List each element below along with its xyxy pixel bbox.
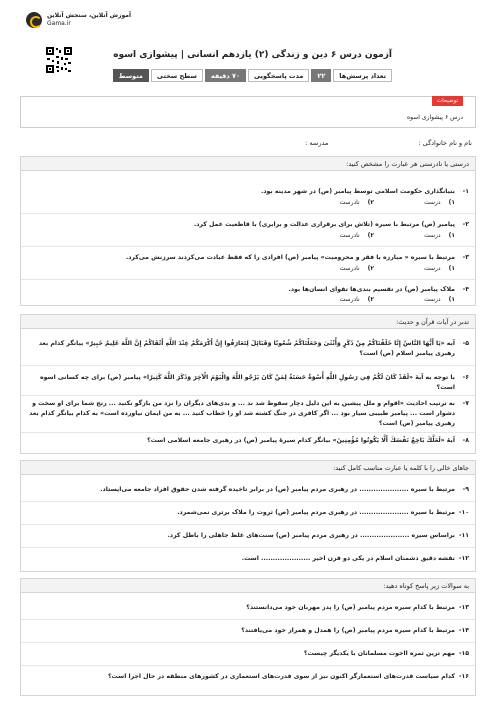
gama-logo xyxy=(26,12,131,28)
option-number: ۲) xyxy=(367,232,375,239)
question-item xyxy=(27,399,469,429)
question-item xyxy=(27,485,469,495)
option-number: ۲) xyxy=(367,296,375,303)
question-text: براساس سیره ..................... در رهبری مردم پیامبر (ص) سنت‌های غلط جاهلی را باطل کرد. xyxy=(167,532,455,539)
question-text: با توجه به آیهٔ «لَقَدْ كَانَ لَكُمْ فِي رَسُولِ اللَّهِ أُسْوَةٌ حَسَنَةٌ لِمَنْ كَانَ يَرْجُو اللَّهَ وَالْيَوْمَ الْآخِرَ وَذَكَرَ اللَّهَ كَثِيرًا» پیامبر (ص) برای چه کسانی اسوه است؟ xyxy=(40,374,455,391)
question-text: مرتبط با سیره ..................... در رهبری مردم پیامبر (ص) در برابر تاخیده گرفته شدن حقوق افراد جامعه می‌ایستاد. xyxy=(100,486,455,493)
option-false[interactable]: نادرست xyxy=(339,265,360,272)
question-number: ۵- xyxy=(462,340,469,347)
school-field[interactable]: مدرسه : xyxy=(305,139,329,147)
meta-duration-value: ۷۰ دقیقه xyxy=(205,69,246,82)
option-number: ۱) xyxy=(448,232,455,239)
question-item xyxy=(27,672,469,682)
option-number: ۱) xyxy=(448,265,455,272)
question-number: ۹- xyxy=(462,486,469,493)
option-true[interactable]: درست xyxy=(424,296,441,303)
question-text: کدام سیاست قدرت‌های استعمارگر اکنون نیز از سوی قدرت‌های استعماری در کشورهای منطقه در حال اجرا است؟ xyxy=(107,673,455,680)
question-number: ۱۰- xyxy=(458,509,469,516)
question-item xyxy=(27,531,469,541)
question-number: ۴- xyxy=(462,286,469,293)
description-box xyxy=(20,96,476,128)
divider xyxy=(21,395,475,396)
question-text: ملاک پیامبر (ص) در تقسیم بندی‌ها تقوای انسان‌ها بود. xyxy=(288,286,455,293)
question-item xyxy=(27,603,469,613)
true-false-options[interactable] xyxy=(340,199,455,206)
question-item xyxy=(27,554,469,564)
question-text: مرتبط با کدام سیره مردم پیامبر (ص) را پدر مهربان خود می‌دانستند؟ xyxy=(246,604,455,611)
qr-code-icon xyxy=(46,47,72,73)
question-item xyxy=(27,436,469,446)
question-item xyxy=(27,626,469,636)
divider xyxy=(21,524,475,525)
divider xyxy=(21,365,475,366)
option-true[interactable]: درست xyxy=(424,199,441,206)
true-false-options[interactable] xyxy=(340,296,455,303)
option-number: ۱) xyxy=(448,199,455,206)
question-text: مرتبط با کدام سیره مردم پیامبر (ص) را همدل و همراز خود می‌یافتند؟ xyxy=(241,627,455,634)
meta-difficulty-label: سطح سختی xyxy=(151,69,203,82)
question-text: بنیانگذاری حکومت اسلامی توسط پیامبر (ص) در شهر مدینه بود. xyxy=(260,188,455,195)
question-number: ۷- xyxy=(462,400,469,407)
section-heading: جاهای خالی را با کلمه یا عبارت مناسب کامل کنید: xyxy=(21,461,475,475)
question-item xyxy=(27,253,469,263)
question-number: ۸- xyxy=(462,437,469,444)
question-number: ۱۱- xyxy=(458,532,469,539)
question-item xyxy=(27,649,469,659)
divider xyxy=(21,279,475,280)
question-text: آیهٔ «لَعَلَّكَ بَاخِعٌ نَفْسَكَ أَلَّا يَكُونُوا مُؤْمِنِينَ» بیانگر کدام سیرهٔ پیامبر (ص) در رهبری جامعه اسلامی است؟ xyxy=(146,437,455,444)
question-text: به ترتیب احادیث «اقوام و ملل پیشین به این دلیل دچار سقوط شد ند ... و بدی‌های دیگران را نزد من بازگو نکنید ... رنج شما برای او سخت و دشوار است ... پیامبر طبیبی سیار بود ... اگر کافری در جنگ کشته شد او را خطاب کنید ... به من ایمان نیاورده است» به کدام بیانگر کدام بعد رهبری پیامبر (ص) است؟ xyxy=(29,400,455,427)
question-text: نقشه دقیق دشمنان اسلام در یکی دو قرن اخیر ..................... است. xyxy=(241,555,455,562)
divider xyxy=(21,619,475,620)
question-item xyxy=(27,285,469,295)
exam-meta xyxy=(113,69,392,82)
logo-text xyxy=(47,12,131,28)
section-fill-blanks xyxy=(20,460,476,572)
true-false-options[interactable] xyxy=(340,232,455,239)
meta-difficulty-value: متوسط xyxy=(113,69,149,82)
meta-count-value: ۲۲ xyxy=(311,69,331,82)
gama-logo-icon xyxy=(26,12,42,28)
exam-title: آزمون درس ۶ دین و زندگی (۲) یازدهم انسانی | پیشوازی اسوه xyxy=(113,50,392,60)
section-heading: تدبر در آیات قرآن و حدیث: xyxy=(21,315,475,329)
section-short-answer xyxy=(20,578,476,696)
question-number: ۶- xyxy=(462,374,469,381)
section-true-false xyxy=(20,156,476,306)
divider xyxy=(21,213,475,214)
true-false-options[interactable] xyxy=(340,265,455,272)
section-quran-hadith xyxy=(20,314,476,454)
question-text: مرتبط با سیره « مبارزه با فقر و محرومیت» پیامبر (ص) افرادی را که فقط عبادت می‌کردند سرزنش می‌کرد. xyxy=(125,254,455,261)
question-number: ۱۶- xyxy=(458,673,469,680)
option-number: ۲) xyxy=(367,199,375,206)
logo-line1: آموزش آنلاین، سنجش آنلاین xyxy=(47,12,132,19)
divider xyxy=(21,501,475,502)
student-name-field[interactable]: نام و نام خانوادگی : xyxy=(418,139,472,147)
question-number: ۳- xyxy=(462,254,469,261)
option-false[interactable]: نادرست xyxy=(339,232,360,239)
divider xyxy=(21,432,475,433)
description-tag: توضیحات xyxy=(432,96,463,106)
question-text: آیه «يَا أَيُّهَا النَّاسُ إِنَّا خَلَقْنَاكُمْ مِنْ ذَكَرٍ وَأُنْثَىٰ وَجَعَلْنَاكُمْ شُعُوبًا وَقَبَائِلَ لِتَعَارَفُوا إِنَّ أَكْرَمَكُمْ عِنْدَ اللَّهِ أَتْقَاكُمْ إِنَّ اللَّهَ عَلِيمٌ خَبِيرٌ» بیانگر کدام بعد رهبری پیامبر اسلام (ص) است؟ xyxy=(38,340,455,357)
question-text: مرتبط با سیره ..................... در رهبری مردم پیامبر (ص) ثروت را ملاک برتری نمی‌شمرد. xyxy=(177,509,455,516)
meta-duration-label: مدت پاسخگویی xyxy=(248,69,309,82)
question-item xyxy=(27,373,469,393)
meta-count-label: تعداد پرسش‌ها xyxy=(333,69,392,82)
section-heading: درستی یا نادرستی هر عبارت را مشخص کنید: xyxy=(21,157,475,171)
option-number: ۱) xyxy=(448,296,455,303)
question-number: ۱۴- xyxy=(458,627,469,634)
question-item xyxy=(27,339,469,359)
question-number: ۱۲- xyxy=(458,555,469,562)
section-heading: به سوالات زیر پاسخ کوتاه دهید: xyxy=(21,579,475,593)
option-false[interactable]: نادرست xyxy=(339,296,360,303)
question-number: ۱۳- xyxy=(458,604,469,611)
question-number: ۱۵- xyxy=(458,650,469,657)
question-item xyxy=(27,220,469,230)
question-text: مهم ترین ثمره ااخوت مسلمانان با یکدیگر چیست؟ xyxy=(303,650,455,657)
question-item xyxy=(27,187,469,197)
divider xyxy=(21,665,475,666)
option-false[interactable]: نادرست xyxy=(339,199,360,206)
question-number: ۲- xyxy=(462,221,469,228)
logo-line2: Gama.ir xyxy=(47,20,71,27)
option-number: ۲) xyxy=(367,265,375,272)
question-text: پیامبر (ص) مرتبط با سیره (تلاش برای برقراری عدالت و برابری) با قاطعیت عمل کرد. xyxy=(193,221,455,228)
divider xyxy=(21,642,475,643)
question-item xyxy=(27,508,469,518)
option-true[interactable]: درست xyxy=(424,232,441,239)
divider xyxy=(21,246,475,247)
divider xyxy=(21,547,475,548)
question-number: ۱- xyxy=(462,188,469,195)
student-info-row xyxy=(24,139,472,147)
description-text: درس ۶ پیشوازی اسوه xyxy=(407,114,463,121)
option-true[interactable]: درست xyxy=(424,265,441,272)
